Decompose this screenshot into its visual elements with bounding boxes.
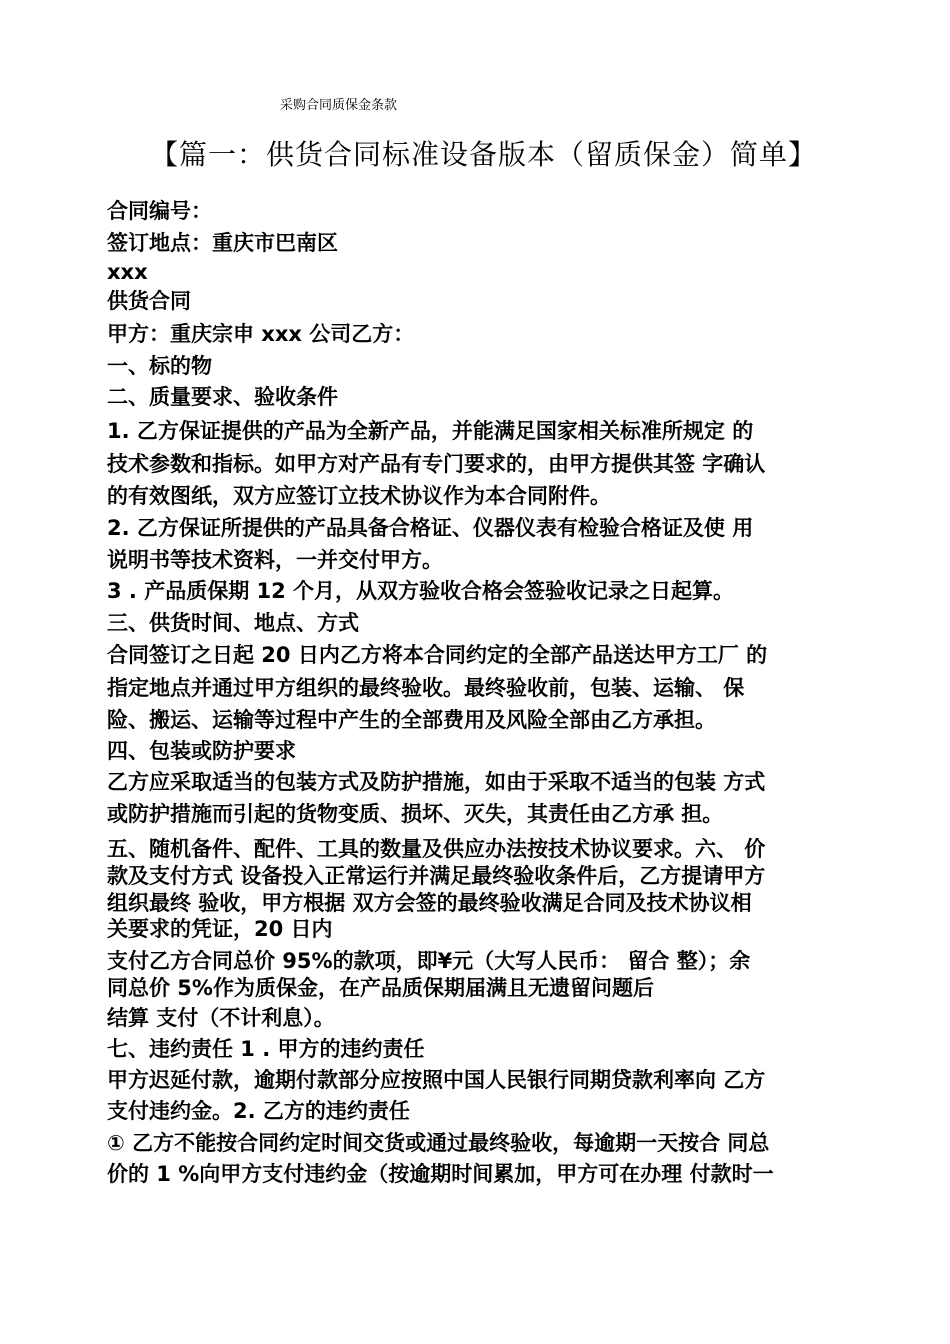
text-line: 2. 乙方保证所提供的产品具备合格证、仪器仪表有检验合格证及使 用: [107, 516, 754, 540]
text-line: 或防护措施而引起的货物变质、损坏、灭失，其责任由乙方承 担。: [107, 802, 724, 826]
text-line: 合同签订之日起 20 日内乙方将本合同约定的全部产品送达甲方工厂 的: [107, 643, 768, 667]
text-line: 指定地点并通过甲方组织的最终验收。最终验收前，包装、运输、 保: [107, 676, 745, 700]
text-line: 险、搬运、运输等过程中产生的全部费用及风险全部由乙方承担。: [107, 708, 716, 732]
section-heading: 二、质量要求、验收条件: [107, 385, 338, 409]
section-heading: 三、供货时间、地点、方式: [107, 611, 359, 635]
text-line: 关要求的凭证，20 日内: [107, 917, 333, 941]
text-line: 3 . 产品质保期 12 个月，从双方验收合格会签验收记录之日起算。: [107, 579, 735, 603]
text-line: 款及支付方式 设备投入正常运行并满足最终验收条件后，乙方提请甲方: [107, 864, 766, 888]
text-line: 支付乙方合同总价 95%的款项，即¥元（大写人民币： 留合 整）；余: [107, 949, 751, 973]
text-line: ① 乙方不能按合同约定时间交货或通过最终验收，每逾期一天按合 同总: [107, 1131, 770, 1155]
document-title: 【篇一：供货合同标准设备版本（留质保金）简单】: [150, 138, 818, 171]
signing-place-line: 签订地点：重庆市巴南区: [107, 231, 338, 255]
text-line: 的有效图纸，双方应签订立技术协议作为本合同附件。: [107, 484, 611, 508]
section-heading: 五、随机备件、配件、工具的数量及供应办法按技术协议要求。六、 价: [107, 837, 766, 861]
text-line: 乙方应采取适当的包装方式及防护措施，如由于采取不适当的包装 方式: [107, 770, 766, 794]
text-line: 组织最终 验收，甲方根据 双方会签的最终验收满足合同及技术协议相: [107, 891, 752, 915]
text-line: 说明书等技术资料，一并交付甲方。: [107, 548, 443, 572]
section-heading: 七、违约责任 1 . 甲方的违约责任: [107, 1037, 425, 1061]
header-note: 采购合同质保金条款: [280, 98, 398, 113]
text-line: 价的 1 %向甲方支付违约金（按逾期时间累加，甲方可在办理 付款时一: [107, 1162, 774, 1186]
text-line: 同总价 5%作为质保金，在产品质保期届满且无遗留问题后: [107, 976, 654, 1000]
text-line: 结算 支付（不计利息）。: [107, 1006, 335, 1030]
text-line: 供货合同: [107, 289, 191, 313]
section-heading: 一、标的物: [107, 354, 212, 378]
section-heading: 四、包装或防护要求: [107, 739, 296, 763]
text-line: xxx: [107, 260, 148, 284]
text-line: 甲方迟延付款，逾期付款部分应按照中国人民银行同期贷款利率向 乙方: [107, 1068, 766, 1092]
text-line: 技术参数和指标。如甲方对产品有专门要求的，由甲方提供其签 字确认: [107, 452, 766, 476]
parties-line: 甲方：重庆宗申 xxx 公司乙方：: [107, 322, 415, 346]
text-line: 1. 乙方保证提供的产品为全新产品，并能满足国家相关标准所规定 的: [107, 419, 754, 443]
contract-number-line: 合同编号：: [107, 199, 212, 223]
text-line: 支付违约金。2. 乙方的违约责任: [107, 1099, 410, 1123]
